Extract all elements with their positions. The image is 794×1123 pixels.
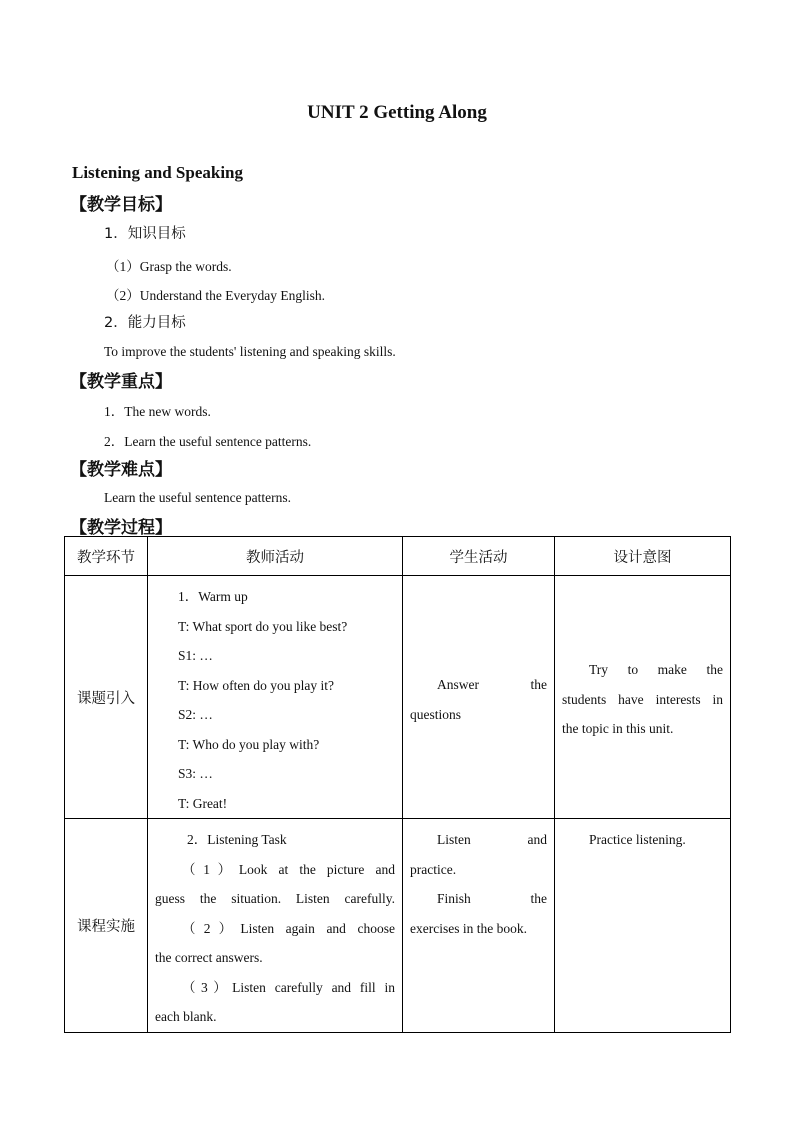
purpose-line: Try to make the [589, 662, 723, 677]
column-header: 学生活动 [403, 537, 555, 576]
table-row [65, 576, 731, 819]
teacher-line: S3: … [178, 766, 213, 781]
teacher-line: T: How often do you play it? [178, 677, 335, 693]
teacher-line: each blank. [155, 1009, 217, 1024]
teacher-line: the correct answers. [155, 950, 263, 965]
process-heading: 【教学过程】 [70, 518, 172, 538]
ability-text: To improve the students' listening and speaking skills. [104, 344, 396, 359]
purpose-cell [555, 576, 731, 819]
student-line: Answer the [437, 677, 547, 692]
purpose-line: the topic in this unit. [562, 721, 674, 736]
purpose-line: students have interests in [562, 691, 723, 707]
key-point-item: 1．The new words. [104, 404, 211, 419]
student-line: practice. [410, 861, 457, 877]
ability-heading: 2．能力目标 [104, 315, 186, 331]
table-header-row [65, 537, 731, 576]
teacher-line: 2．Listening Task [187, 832, 287, 847]
teacher-line: （1）Look at the picture and [182, 861, 395, 877]
purpose-cell [555, 819, 731, 1033]
teacher-line: S1: … [178, 648, 213, 663]
teacher-line: S2: … [178, 707, 213, 722]
teacher-activity-cell [148, 819, 403, 1033]
teacher-line: T: Great! [178, 795, 228, 811]
student-line: Listen and [437, 832, 547, 847]
document-title: UNIT 2 Getting Along [307, 102, 487, 123]
process-table [64, 536, 731, 1033]
teacher-line: T: What sport do you like best? [178, 618, 348, 634]
teacher-line: （2）Listen again and choose [182, 920, 395, 936]
teacher-line: guess the situation. Listen carefully. [155, 891, 395, 906]
teacher-line: （3）Listen carefully and fill in [182, 979, 395, 995]
objectives-heading: 【教学目标】 [70, 195, 172, 215]
difficulties-heading: 【教学难点】 [70, 460, 172, 480]
stage-cell: 课题引入 [65, 576, 148, 819]
key-point-item: 2．Learn the useful sentence patterns. [104, 434, 312, 449]
student-line: questions [410, 706, 462, 722]
key-points-heading: 【教学重点】 [70, 372, 172, 392]
purpose-line: Practice listening. [589, 832, 686, 847]
student-activity-cell [403, 819, 555, 1033]
table-row [65, 819, 731, 1033]
teacher-line: 1．Warm up [178, 589, 248, 604]
knowledge-heading: 1．知识目标 [104, 226, 186, 242]
knowledge-item: （1）Grasp the words. [106, 259, 232, 274]
student-line: Finish the [437, 891, 547, 906]
student-line: exercises in the book. [410, 920, 527, 936]
column-header: 教学环节 [65, 537, 148, 576]
student-activity-cell [403, 576, 555, 819]
stage-cell: 课程实施 [65, 819, 148, 1033]
knowledge-item: （2）Understand the Everyday English. [106, 288, 325, 303]
teacher-line: T: Who do you play with? [178, 736, 320, 752]
section-title: Listening and Speaking [72, 163, 244, 182]
column-header: 设计意图 [555, 537, 731, 576]
difficulties-text: Learn the useful sentence patterns. [104, 490, 292, 505]
teacher-activity-cell [148, 576, 403, 819]
column-header: 教师活动 [148, 537, 403, 576]
